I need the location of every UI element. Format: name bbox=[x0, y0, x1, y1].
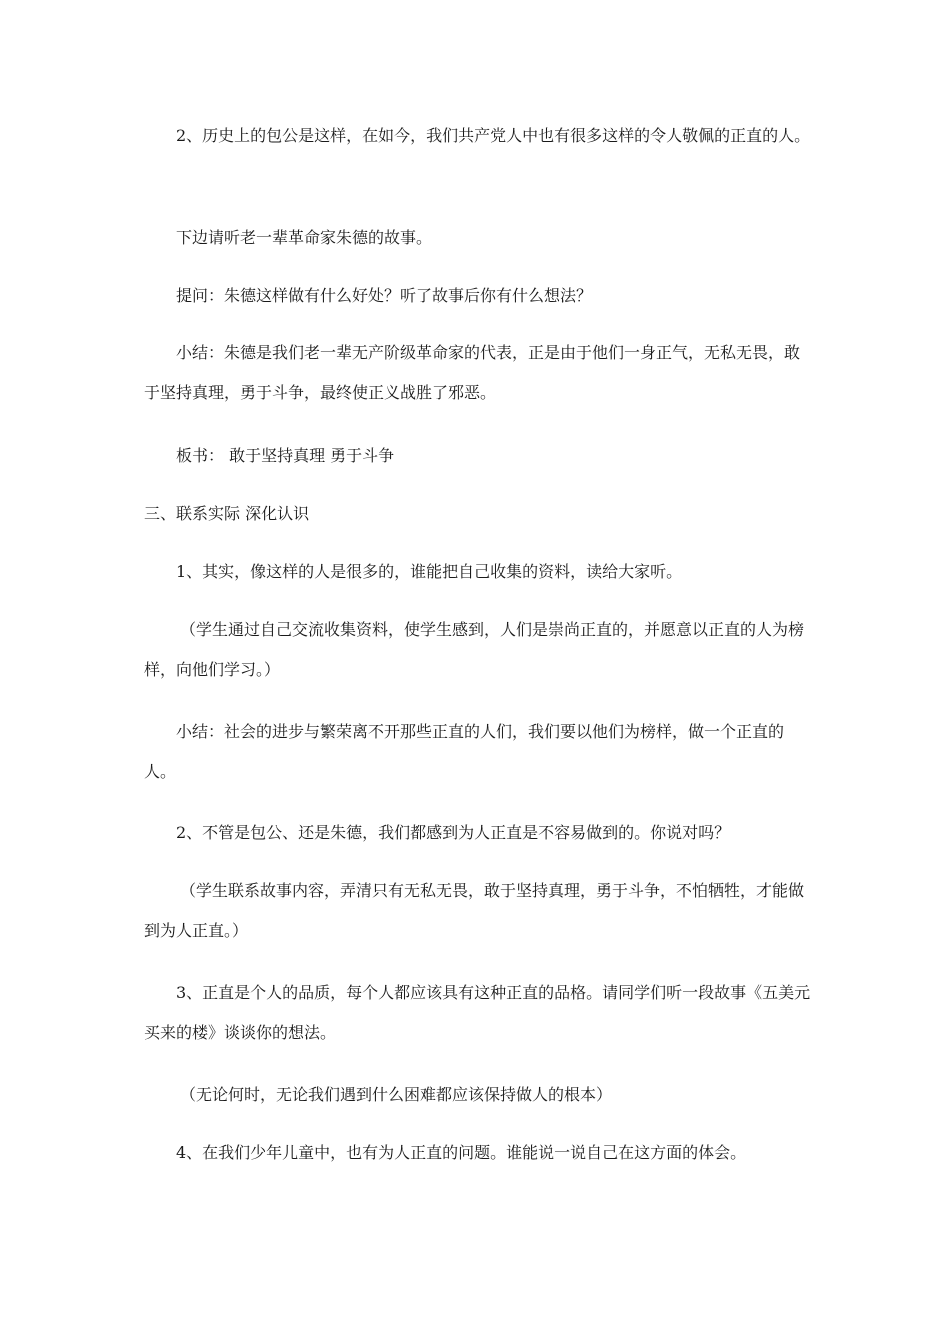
paragraph-summary-society: 小结：社会的进步与繁荣离不开那些正直的人们，我们要以他们为榜样，做一个正直的人。 bbox=[144, 722, 785, 781]
paragraph-note-3: （无论何时，无论我们遇到什么困难都应该保持做人的根本） bbox=[180, 1085, 613, 1104]
paragraph-item-1: 1、其实，像这样的人是很多的，谁能把自己收集的资料，读给大家听。 bbox=[176, 562, 683, 581]
paragraph-item-2: 2、不管是包公、还是朱德，我们都感到为人正直是不容易做到的。你说对吗？ bbox=[176, 823, 731, 842]
paragraph-item-4: 4、在我们少年儿童中，也有为人正直的问题。谁能说一说自己在这方面的体会。 bbox=[176, 1143, 747, 1162]
section-heading-three: 三、联系实际 深化认识 bbox=[144, 504, 310, 523]
paragraph-note-2: （学生联系故事内容，弄清只有无私无畏，敢于坚持真理，勇于斗争，不怕牺牲，才能做到为人正直。） bbox=[144, 881, 805, 940]
paragraph-bao-gong-modern: 2、历史上的包公是这样，在如今，我们共产党人中也有很多这样的令人敬佩的正直的人。 bbox=[176, 126, 811, 145]
paragraph-summary-zhu-de: 小结：朱德是我们老一辈无产阶级革命家的代表，正是由于他们一身正气，无私无畏，敢于坚持真理，勇于斗争，最终使正义战胜了邪恶。 bbox=[144, 343, 801, 402]
paragraph-question: 提问：朱德这样做有什么好处？听了故事后你有什么想法？ bbox=[176, 286, 593, 305]
paragraph-item-3: 3、正直是个人的品质，每个人都应该具有这种正直的品格。请同学们听一段故事《五美元买来的楼》谈谈你的想法。 bbox=[144, 983, 811, 1042]
paragraph-board-writing: 板书： 敢于坚持真理 勇于斗争 bbox=[176, 446, 395, 465]
paragraph-zhu-de-story-intro: 下边请听老一辈革命家朱德的故事。 bbox=[176, 228, 433, 247]
paragraph-note-1: （学生通过自己交流收集资料，使学生感到，人们是崇尚正直的，并愿意以正直的人为榜样，向他们学习。） bbox=[144, 620, 805, 679]
